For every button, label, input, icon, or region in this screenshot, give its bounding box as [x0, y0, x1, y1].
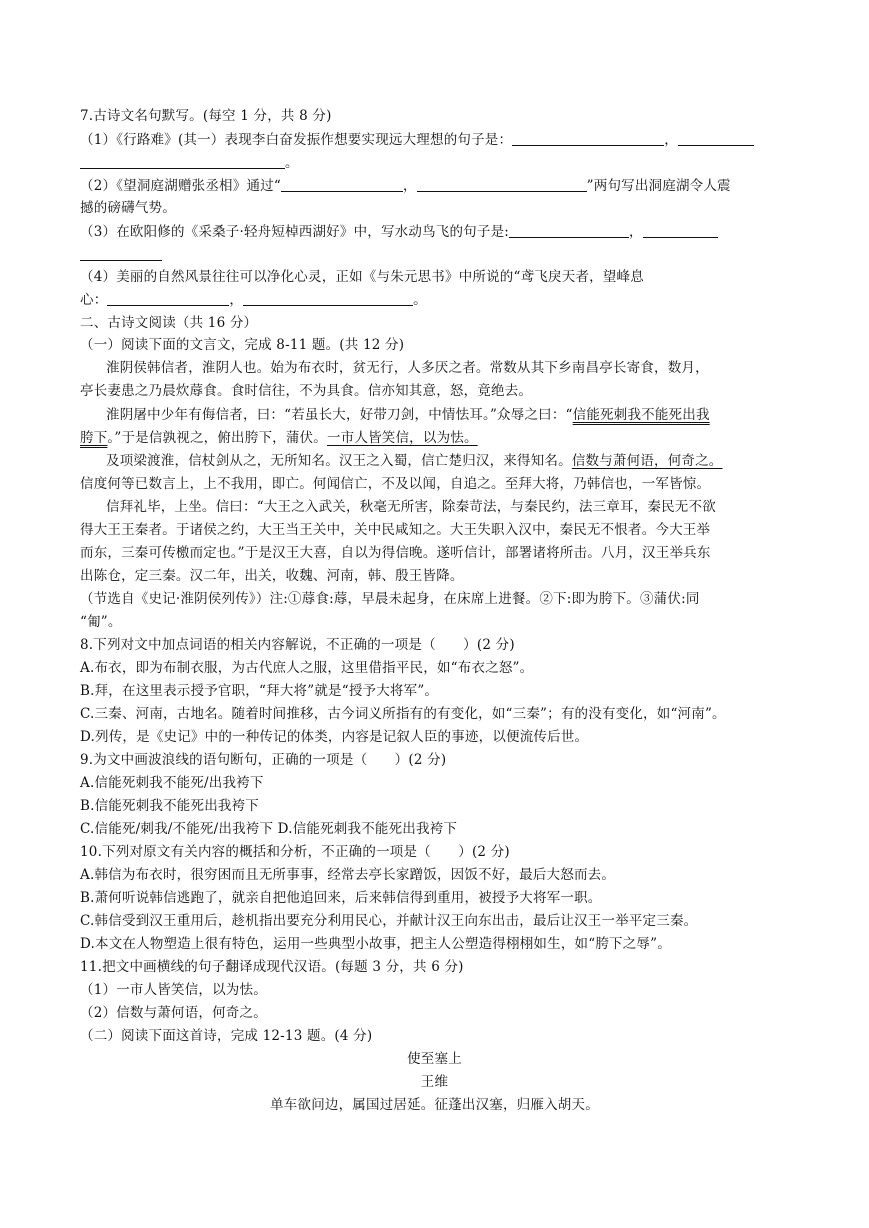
passage-p3-l1 — [106, 452, 816, 470]
q7-item4-line2 — [80, 291, 790, 309]
poem-line-1: 单车欲问边，属国过居延。征蓬出汉塞，归雁入胡天。 — [270, 1097, 599, 1113]
answer-blank[interactable] — [243, 291, 413, 306]
q9-stem: 9.为文中画波浪线的语句断句，正确的一项是（ ）(2 分) — [80, 752, 447, 768]
passage-text: 淮阴屠中少年有侮信者，曰：“若虽长大，好带刀剑，中情怯耳。”众辱之曰：“ — [106, 407, 573, 423]
q8-option-d: D.列传，是《史记》中的一种传记的体类，内容是记叙人臣的事迹，以便流传后世。 — [80, 729, 589, 745]
q10-option-d: D.本文在人物塑造上很有特色，运用一些典型小故事，把主人公塑造得栩栩如生，如“胯下之辱”。 — [80, 936, 671, 952]
comma: ， — [229, 292, 244, 308]
q11-stem: 11.把文中画横线的句子翻译成现代汉语。(每题 3 分，共 6 分) — [80, 959, 464, 975]
comma: ， — [664, 132, 678, 148]
poem-author: 王维 — [420, 1074, 449, 1090]
q7-item2-text-end: ”两句写出洞庭湖令人震 — [586, 178, 731, 194]
answer-blank[interactable] — [643, 223, 718, 238]
q7-item3-text: （3）在欧阳修的《采桑子·轻舟短棹西湖好》中，写水动鸟飞的句子是: — [80, 224, 510, 240]
wavy-underlined-sentence: 信能死刺我不能死出我 — [572, 407, 710, 423]
q9-option-a: A.信能死刺我不能死/出我袴下 — [80, 775, 264, 791]
section2-title: 二、古诗文阅读（共 16 分） — [80, 315, 258, 331]
answer-blank[interactable] — [678, 131, 754, 146]
q10-option-a: A.韩信为布衣时，很穷困而且无所事事，经常去亭长家蹭饭，因饭不好，最后大怒而去。 — [80, 867, 616, 883]
q7-item4-line1: （4）美丽的自然风景往往可以净化心灵，正如《与朱元思书》中所说的“鸢飞戾天者，望峰息 — [80, 269, 644, 285]
period: 。 — [413, 292, 427, 308]
q9-option-cd: C.信能死/刺我/不能死/出我袴下 D.信能死刺我不能死出我袴下 — [80, 821, 458, 837]
wavy-underlined-sentence-end: 胯下 — [80, 430, 108, 446]
q7-item2-text: （2）《望洞庭湖赠张丞相》通过“ — [80, 178, 281, 194]
answer-blank[interactable] — [80, 246, 162, 261]
q8-stem: 8.下列对文中加点词语的相关内容解说，不正确的一项是（ ）(2 分) — [80, 637, 515, 653]
passage-p4-l1: 信拜礼毕，上坐。信曰：“大王之入武关，秋毫无所害，除秦苛法，与秦民约，法三章耳，秦民无不欲 — [106, 499, 716, 515]
q7-item2-line1 — [80, 177, 790, 195]
q10-option-c: C.韩信受到汉王重用后，趁机指出要充分利用民心，并献计汉王向东出击，最后让汉王一举平定三秦。 — [80, 913, 698, 929]
passage-p2-l2 — [80, 429, 790, 447]
poem-title: 使至塞上 — [407, 1051, 462, 1067]
passage-p4-l2: 得大王王秦者。于诸侯之约，大王当王关中，关中民咸知之。大王失职入汉中，秦民无不恨者。今大王举 — [80, 522, 711, 538]
q11-sentence-2: （2）信数与萧何语，何奇之。 — [80, 1005, 267, 1021]
q7-item1-line2 — [80, 154, 790, 172]
underlined-sentence-2: 信数与萧何语，何奇之。 — [571, 453, 723, 469]
q8-option-c: C.三秦、河南，古地名。随着时间推移，古今词义所指有的有变化，如“三秦”；有的没有变化，如“河南”。 — [80, 706, 726, 722]
answer-blank[interactable] — [512, 131, 664, 146]
q8-option-b: B.拜，在这里表示授予官职，“拜大将”就是“授予大将军”。 — [80, 683, 439, 699]
answer-blank[interactable] — [281, 177, 403, 192]
passage-p4-l3: 而东，三秦可传檄而定也。”于是汉王大喜，自以为得信晚。遂听信计，部署诸将所击。八月，汉王举兵东 — [80, 545, 711, 561]
answer-blank[interactable] — [107, 291, 229, 306]
q7-item1-line1 — [80, 131, 790, 149]
comma: ， — [402, 178, 417, 194]
q7-item2-line2: 撼的磅礴气势。 — [80, 200, 176, 216]
passage-note-l1: （节选自《史记·淮阴侯列传》）注:①蓐食:蓐，早晨未起身，在床席上进餐。②下:即为胯下。③蒲伏:同 — [80, 591, 700, 607]
q7-item3-line2 — [80, 246, 790, 264]
q7-title: 7.古诗文名句默写。(每空 1 分，共 8 分) — [80, 108, 332, 124]
q8-option-a: A.布衣，即为布制衣服，为古代庶人之服，这里借指平民，如“布衣之怒”。 — [80, 660, 534, 676]
passage-p1-l2: 亭长妻患之乃晨炊蓐食。食时信往，不为具食。信亦知其意，怒，竟绝去。 — [80, 383, 533, 399]
answer-blank[interactable] — [509, 223, 629, 238]
q7-item4-text: 心： — [80, 292, 108, 308]
passage-p3-l2: 信度何等已数言上，上不我用，即亡。何闻信亡，不及以闻，自追之。至拜大将，乃韩信也，一军皆惊。 — [80, 476, 711, 492]
passage-p1-l1: 淮阴侯韩信者，淮阴人也。始为布衣时，贫无行，人多厌之者。常数从其下乡南昌亭长寄食，数月， — [106, 360, 709, 376]
period: 。 — [285, 155, 299, 171]
subsection1-title: （一）阅读下面的文言文，完成 8-11 题。(共 12 分) — [80, 337, 405, 353]
q7-item1-text: （1）《行路难》(其一）表现李白奋发振作想要实现远大理想的句子是： — [80, 132, 513, 148]
passage-text: 及项梁渡淮，信杖剑从之，无所知名。汉王之入蜀，信亡楚归汉，来得知名。 — [106, 453, 572, 469]
q11-sentence-1: （1）一市人皆笑信，以为怯。 — [80, 982, 267, 998]
q9-option-b: B.信能死刺我不能死出我袴下 — [80, 798, 260, 814]
passage-note-l2: “匍”。 — [80, 614, 122, 630]
comma: ， — [629, 224, 643, 240]
q7-item3-line1 — [80, 223, 790, 241]
passage-p4-l4: 出陈仓，定三秦。汉二年，出关，收魏、河南，韩、殷王皆降。 — [80, 568, 464, 584]
q10-stem: 10.下列对原文有关内容的概括和分析，不正确的一项是（ ）(2 分) — [80, 844, 510, 860]
answer-blank[interactable] — [417, 177, 587, 192]
passage-text: 。”于是信孰视之，俯出胯下，蒲伏。 — [107, 430, 327, 446]
subsection2-title: （二）阅读下面这首诗，完成 12-13 题。(4 分) — [80, 1028, 373, 1044]
q10-option-b: B.萧何听说韩信逃跑了，就亲自把他追回来，后来韩信得到重用，被授予大将军一职。 — [80, 890, 602, 906]
answer-blank[interactable] — [80, 154, 285, 169]
underlined-sentence-1: 一市人皆笑信，以为怯。 — [326, 430, 478, 446]
passage-p2-l1 — [106, 406, 816, 424]
